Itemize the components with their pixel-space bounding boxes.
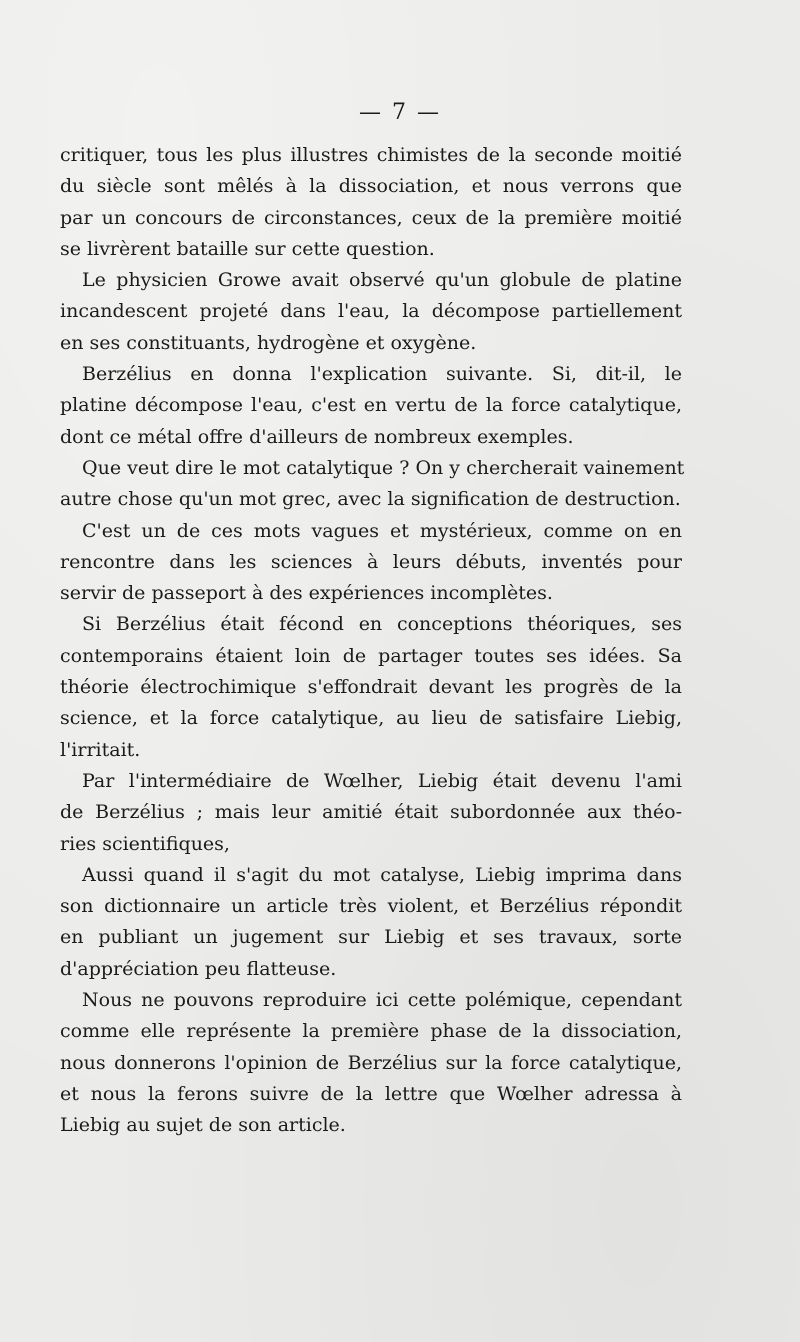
text-line: se livrèrent bataille sur cette question.	[60, 237, 435, 260]
text-line: science, et la force catalytique, au lieu de satisfaire Liebig,	[60, 707, 682, 730]
text-line: Nous ne pouvons reproduire ici cette polémique, cependant	[82, 989, 682, 1012]
text-line: nous donnerons l'opinion de Berzélius sur la force catalytique,	[60, 1051, 682, 1074]
text-line: C'est un de ces mots vagues et mystérieux, comme on en	[82, 519, 682, 542]
text-line: rencontre dans les sciences à leurs débuts, inventés pour	[60, 550, 682, 573]
text-line: ries scientifiques,	[60, 832, 230, 855]
text-line: d'appréciation peu flatteuse.	[60, 957, 337, 980]
text-line: incandescent projeté dans l'eau, la décompose partiellement	[60, 300, 682, 323]
text-line: Le physicien Growe avait observé qu'un globule de platine	[82, 269, 682, 292]
text-line: Par l'intermédiaire de Wœlher, Liebig était devenu l'ami	[82, 769, 682, 792]
text-line: du siècle sont mêlés à la dissociation, et nous verrons que	[60, 175, 682, 198]
text-line: Si Berzélius était fécond en conceptions théoriques, ses	[82, 613, 682, 636]
text-line: Aussi quand il s'agit du mot catalyse, Liebig imprima dans	[82, 863, 682, 886]
body-text	[60, 140, 685, 1142]
text-line: critiquer, tous les plus illustres chimistes de la seconde moitié	[60, 144, 682, 166]
text-line: contemporains étaient loin de partager toutes ses idées. Sa	[60, 644, 682, 667]
page-number: — 7 —	[359, 100, 441, 125]
text-line: autre chose qu'un mot grec, avec la signification de destruction.	[60, 488, 681, 511]
text-line: son dictionnaire un article très violent, et Berzélius répondit	[60, 895, 682, 918]
text-line: l'irritait.	[60, 738, 141, 761]
text-line: platine décompose l'eau, c'est en vertu de la force catalytique,	[60, 394, 682, 417]
text-line: de Berzélius ; mais leur amitié était subordonnée aux théo-	[60, 801, 682, 824]
text-line: en publiant un jugement sur Liebig et ses travaux, sorte	[60, 926, 682, 949]
text-line: comme elle représente la première phase de la dissociation,	[60, 1020, 682, 1043]
text-line: dont ce métal offre d'ailleurs de nombreux exemples.	[60, 425, 574, 448]
text-line: en ses constituants, hydrogène et oxygène.	[60, 331, 477, 354]
text-line: et nous la ferons suivre de la lettre que Wœlher adressa à	[60, 1082, 682, 1105]
text-line: servir de passeport à des expériences incomplètes.	[60, 582, 553, 605]
text-line: Liebig au sujet de son article.	[60, 1114, 346, 1137]
text-line: Que veut dire le mot catalytique ? On y chercherait vainement	[82, 456, 685, 479]
text-line: Berzélius en donna l'explication suivante. Si, dit-il, le	[82, 363, 682, 386]
text-line: par un concours de circonstances, ceux de la première moitié	[60, 206, 682, 229]
text-line: théorie électrochimique s'effondrait devant les progrès de la	[60, 676, 682, 699]
